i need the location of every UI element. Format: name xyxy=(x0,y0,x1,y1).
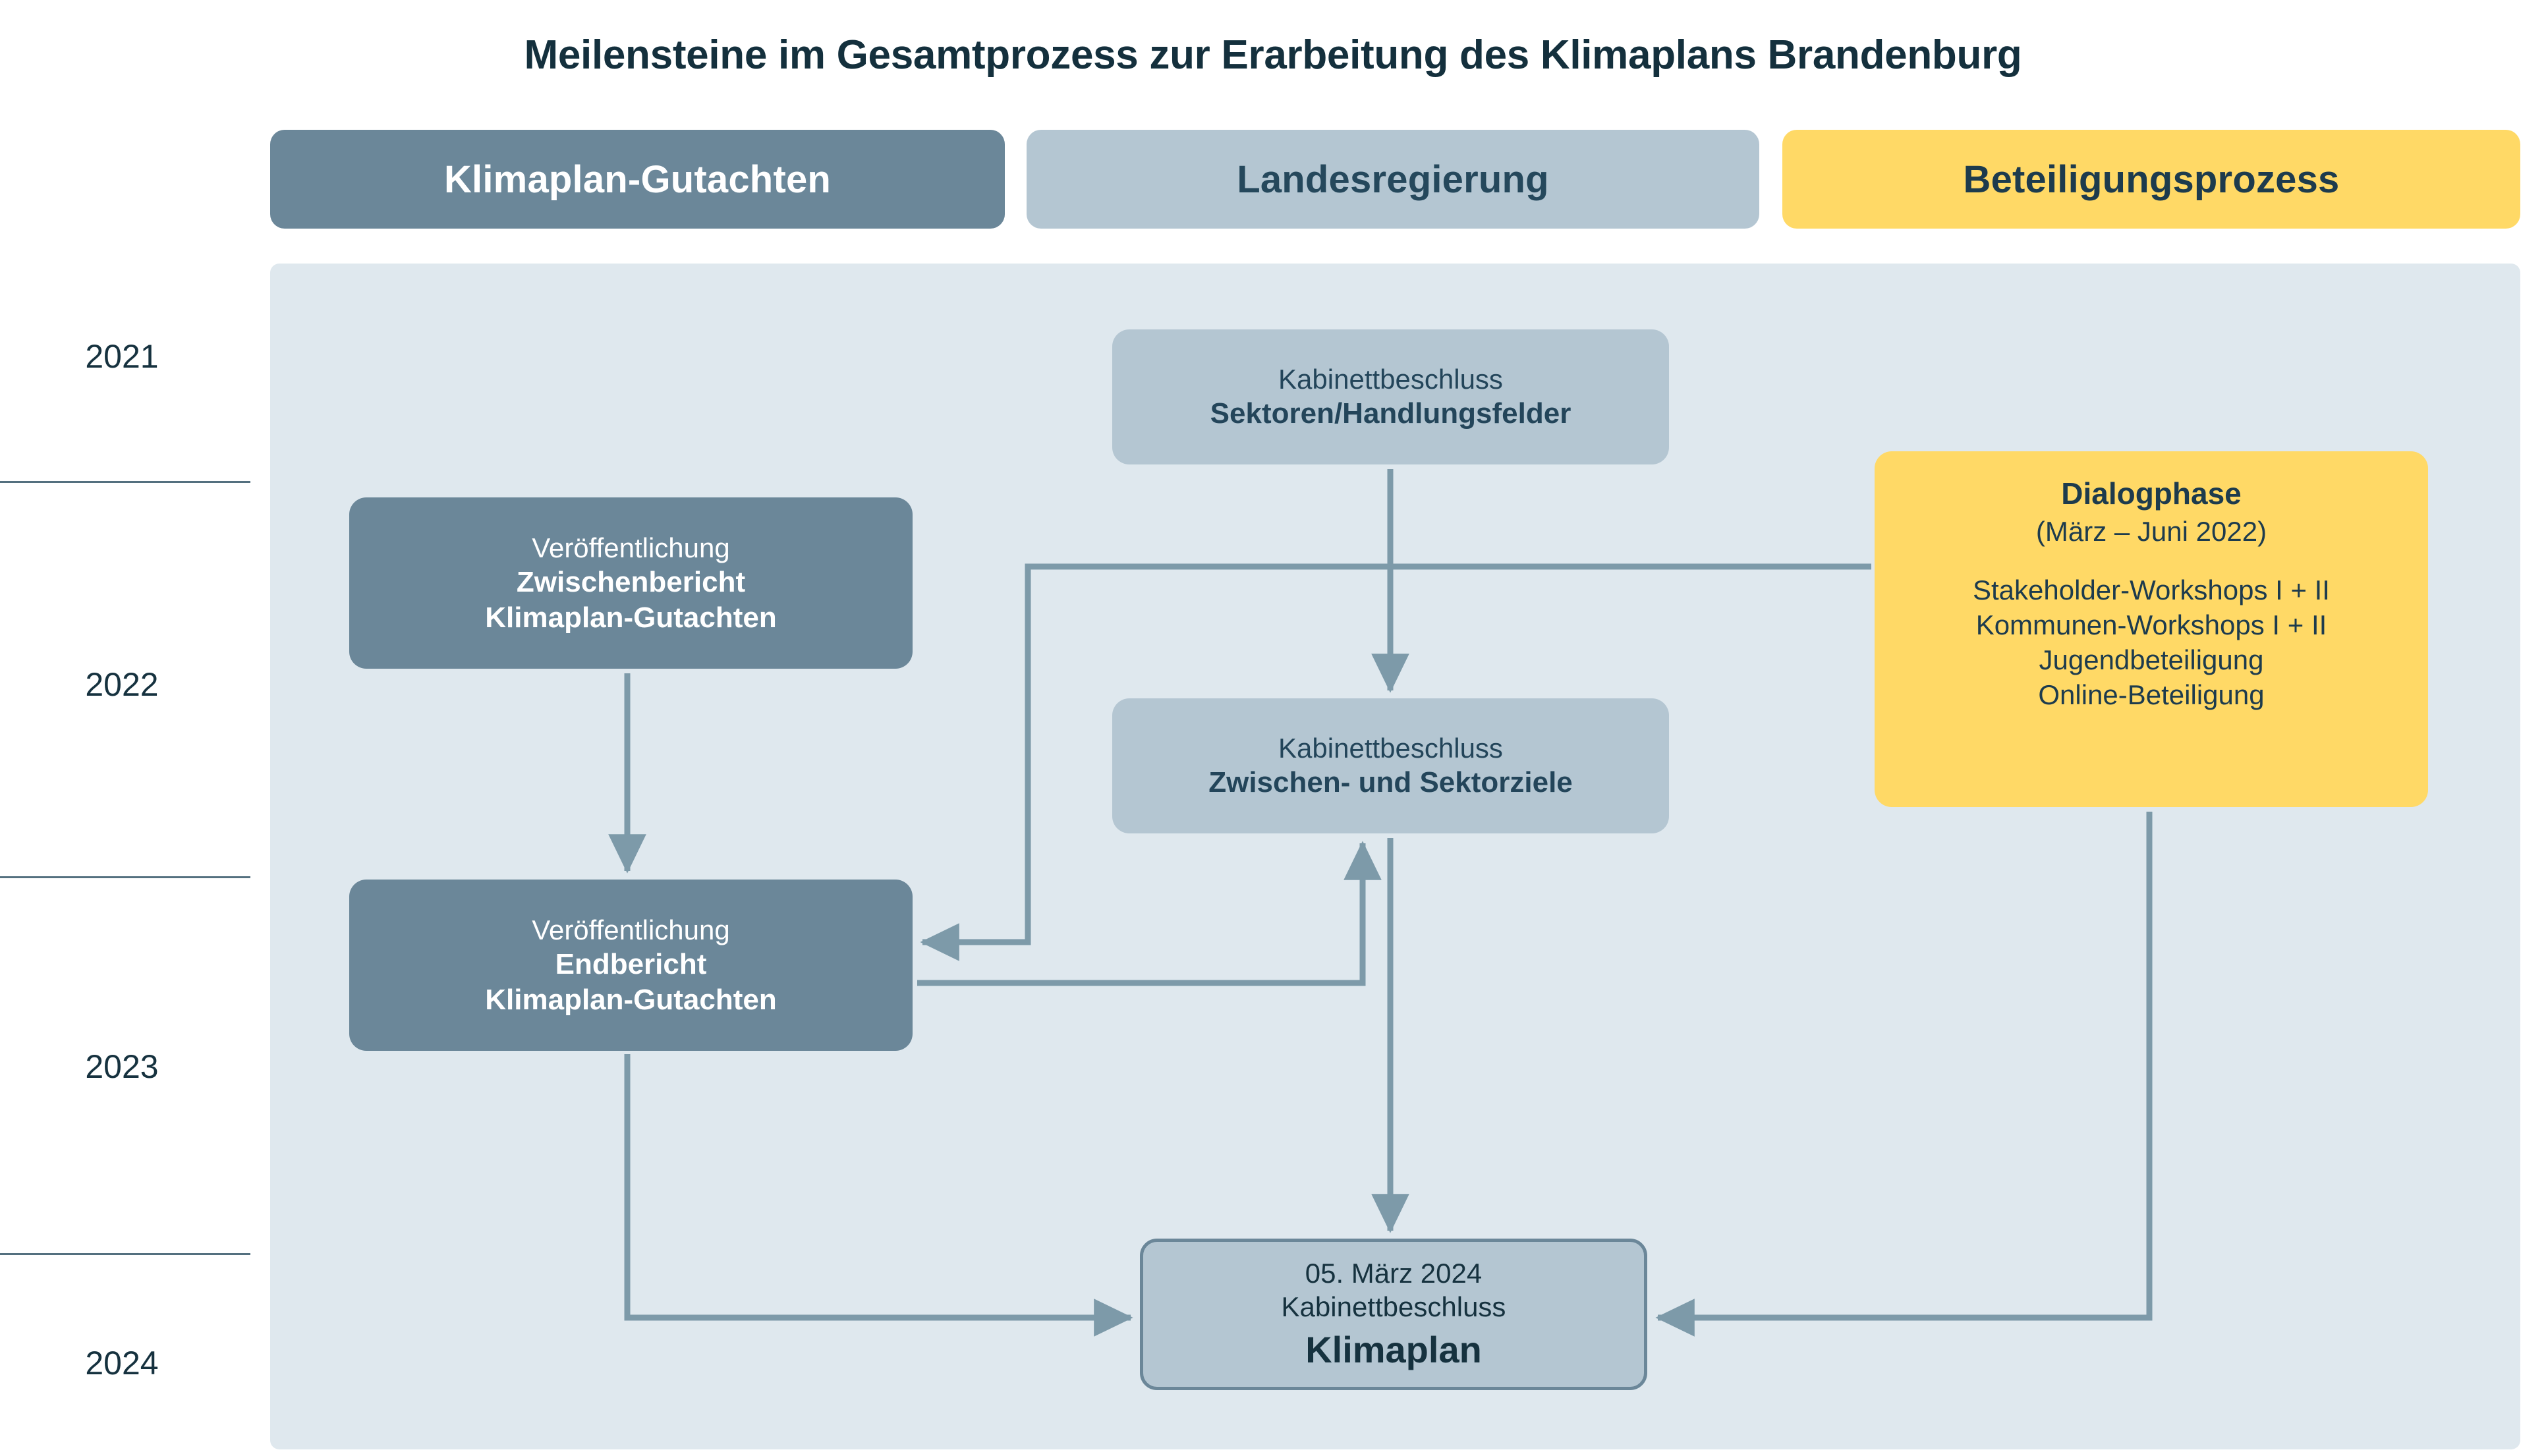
legend-chip-landesregierung xyxy=(1027,130,1759,229)
dialogphase-item: Kommunen-Workshops I + II xyxy=(1975,609,2327,641)
year-label-2021: 2021 xyxy=(85,338,159,375)
node-kabinettbeschluss-sektoren[interactable] xyxy=(1112,329,1669,464)
node-line-3: Klimaplan-Gutachten xyxy=(485,983,777,1016)
page-title: Meilensteine im Gesamtprozess zur Erarbeitung des Klimaplans Brandenburg xyxy=(524,32,2022,78)
dialogphase-title: Dialogphase xyxy=(2061,476,2242,511)
node-line-3: Klimaplan-Gutachten xyxy=(485,601,777,634)
node-line-1: Kabinettbeschluss xyxy=(1278,364,1503,395)
node-dialogphase[interactable] xyxy=(1875,451,2428,807)
dialogphase-items xyxy=(1973,573,2330,713)
node-line-3: Klimaplan xyxy=(1305,1329,1482,1371)
year-label-2023: 2023 xyxy=(85,1048,159,1085)
node-veroeffentlichung-zwischenbericht[interactable] xyxy=(349,497,913,669)
dialogphase-subtitle: (März – Juni 2022) xyxy=(2035,516,2267,547)
year-label-2024: 2024 xyxy=(85,1345,159,1382)
node-line-2: Kabinettbeschluss xyxy=(1281,1291,1506,1322)
node-line-1: 05. März 2024 xyxy=(1305,1257,1483,1289)
node-line-2: Zwischenbericht xyxy=(516,565,746,598)
dialogphase-item: Jugendbeteiligung xyxy=(2039,644,2264,676)
dialogphase-item: Stakeholder-Workshops I + II xyxy=(1973,574,2330,606)
legend-label-klimaplan-gutachten: Klimaplan-Gutachten xyxy=(443,157,832,201)
year-divider-2021-2022 xyxy=(0,481,250,483)
node-line-2: Zwischen- und Sektorziele xyxy=(1208,766,1573,799)
node-veroeffentlichung-endbericht[interactable] xyxy=(349,880,913,1051)
node-line-1: Veröffentlichung xyxy=(532,532,730,563)
node-line-2: Sektoren/Handlungsfelder xyxy=(1210,397,1571,430)
legend-label-landesregierung: Landesregierung xyxy=(1237,157,1549,201)
dialogphase-item: Online-Beteiligung xyxy=(2038,679,2265,711)
legend-label-beteiligungsprozess: Beteiligungsprozess xyxy=(1963,157,2340,201)
node-line-2: Endbericht xyxy=(555,947,707,980)
year-divider-2023-2024 xyxy=(0,1253,250,1255)
node-line-1: Kabinettbeschluss xyxy=(1278,733,1503,764)
node-line-1: Veröffentlichung xyxy=(532,914,730,945)
node-kabinettbeschluss-zwischenziele[interactable] xyxy=(1112,698,1669,833)
year-divider-2022-2023 xyxy=(0,876,250,878)
legend-chip-klimaplan-gutachten xyxy=(270,130,1005,229)
year-label-2022: 2022 xyxy=(85,666,159,703)
node-kabinettbeschluss-klimaplan[interactable] xyxy=(1140,1239,1647,1390)
legend-chip-beteiligungsprozess xyxy=(1782,130,2520,229)
